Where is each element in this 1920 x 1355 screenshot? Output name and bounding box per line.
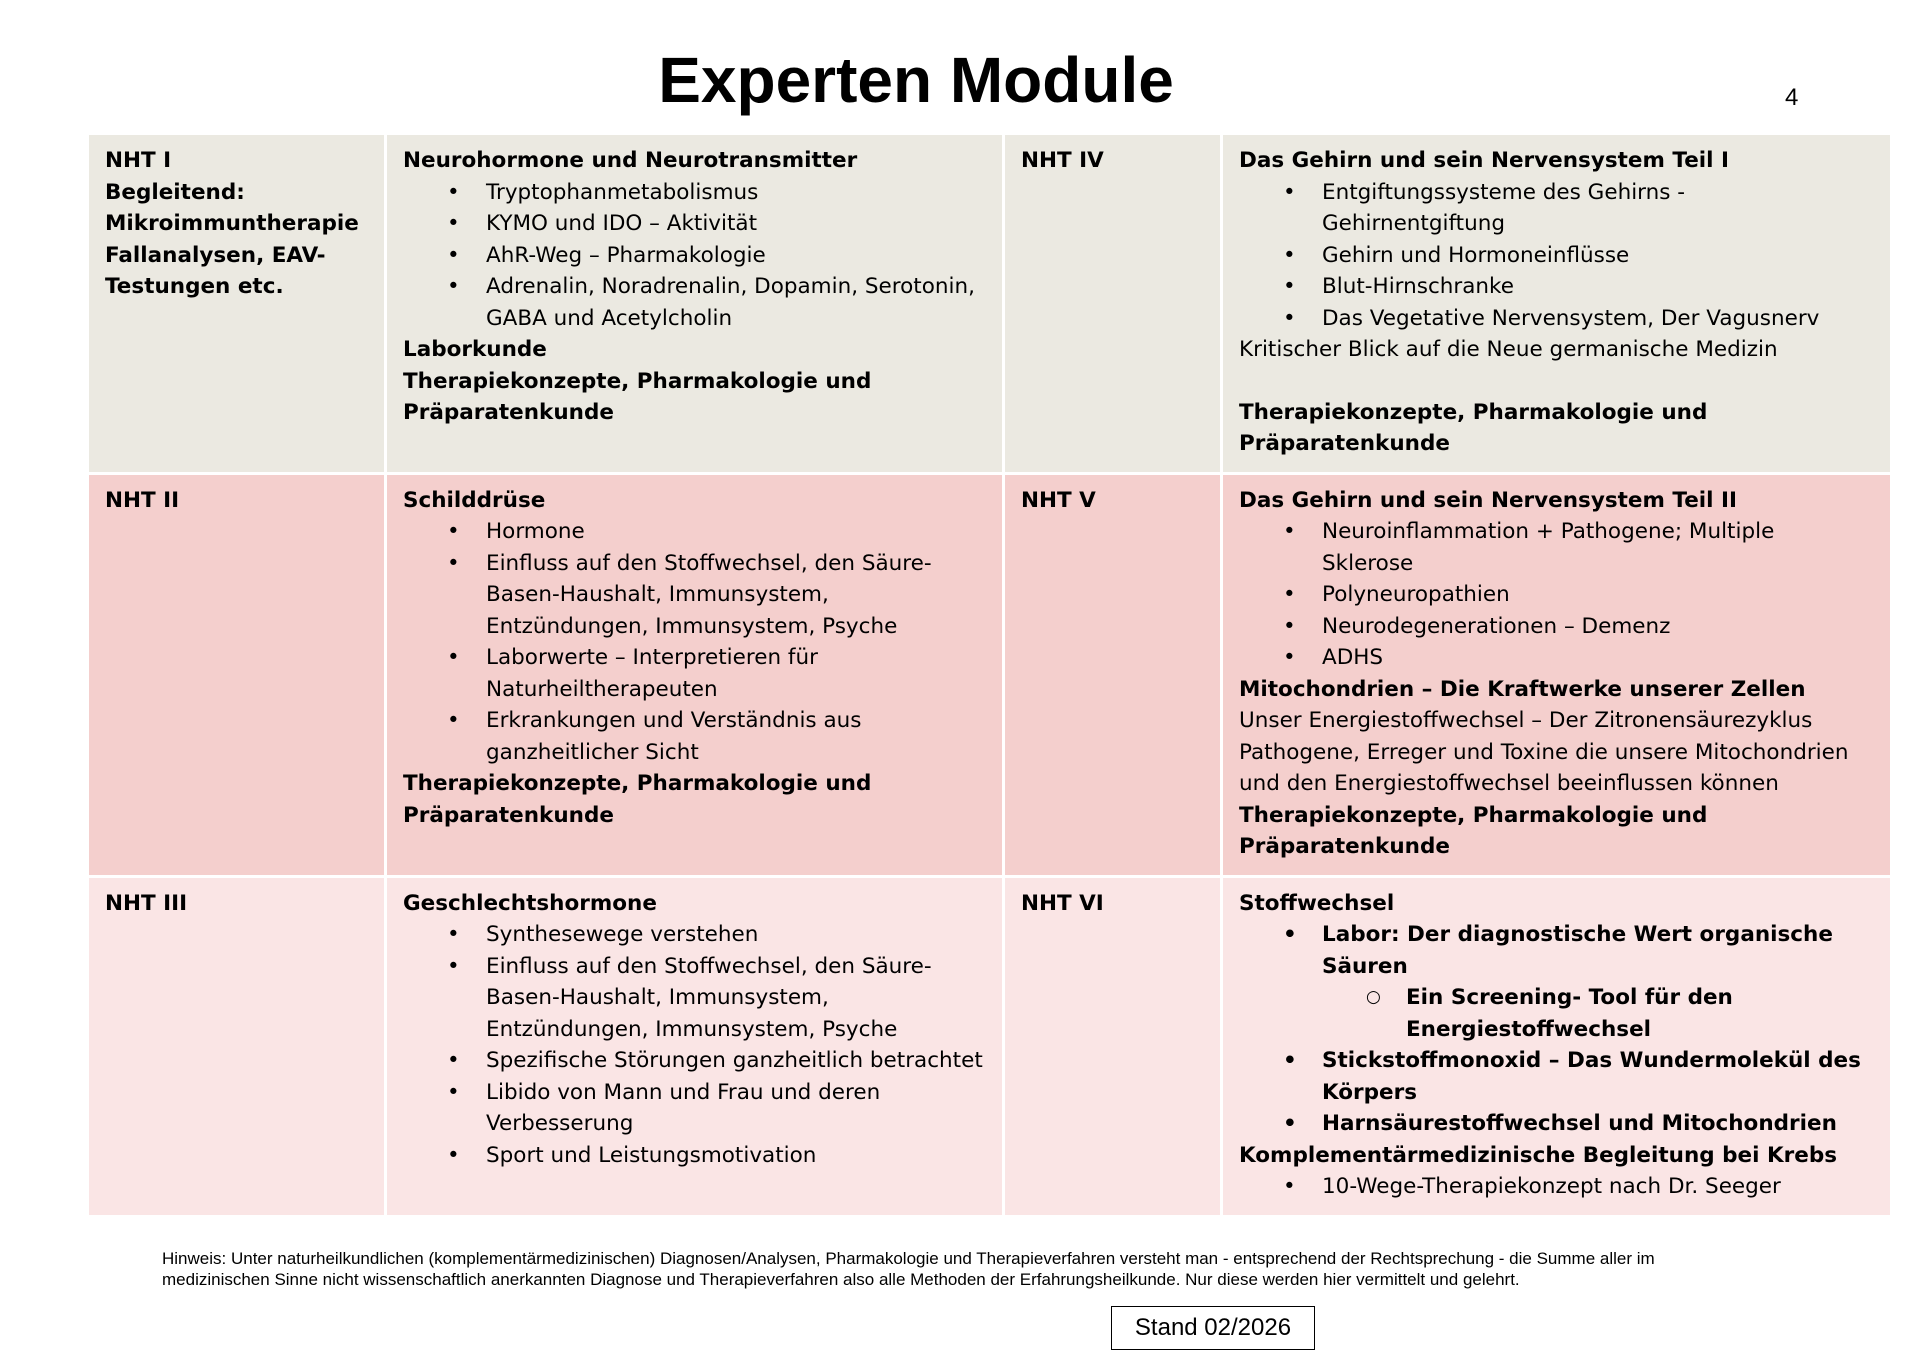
spacer — [1239, 366, 1878, 397]
bullet-item: • Laborwerte – Interpretieren für — [403, 642, 990, 674]
bullet-continuation: Entzündungen, Immunsystem, Psyche — [486, 613, 898, 639]
topic-heading: Therapiekonzepte, Pharmakologie und — [1239, 399, 1708, 425]
bullet-continuation: Gehirnentgiftung — [1322, 211, 1506, 236]
bullet-item: • Neuroinflammation + Pathogene; Multiple — [1239, 516, 1878, 548]
bullet-item: • Libido von Mann und Frau und deren — [403, 1077, 990, 1109]
modules-table — [86, 132, 1893, 1218]
module-code: NHT III — [105, 890, 188, 916]
bullet-continuation: GABA und Acetylcholin — [486, 305, 733, 331]
bullet-continuation: Naturheiltherapeuten — [486, 676, 718, 702]
stand-label: Stand 02/2026 — [1134, 1314, 1292, 1341]
topic-heading: Schilddrüse — [403, 487, 546, 513]
bullet-item: • Einfluss auf den Stoffwechsel, den Säure- — [403, 951, 990, 983]
bullet-item: • Spezifische Störungen ganzheitlich betrachtet — [403, 1045, 990, 1077]
module-content-cell — [1222, 876, 1892, 1216]
bullet-item: • Erkrankungen und Verständnis aus — [403, 705, 990, 737]
bullet-item: • Hormone — [403, 516, 990, 548]
topic-heading: Präparatenkunde — [403, 802, 614, 828]
bullet-item: • Einfluss auf den Stoffwechsel, den Säure- — [403, 548, 990, 580]
bullet-item: • KYMO und IDO – Aktivität — [403, 208, 990, 240]
module-code: NHT VI — [1021, 890, 1104, 916]
module-code-cell — [88, 876, 386, 1216]
module-code: NHT II — [105, 487, 180, 513]
bullet-item: • Harnsäurestoffwechsel und Mitochondrien — [1239, 1108, 1878, 1140]
bullet-continuation: Sklerose — [1322, 550, 1414, 576]
bullet-item: • Adrenalin, Noradrenalin, Dopamin, Serotonin, — [403, 271, 990, 303]
module-code: NHT I — [105, 148, 172, 173]
topic-heading: Laborkunde — [403, 337, 547, 362]
bullet-item: • Stickstoffmonoxid – Das Wundermolekül des — [1239, 1045, 1878, 1077]
page-title: Experten Module — [658, 44, 1174, 116]
bullet-continuation: Basen-Haushalt, Immunsystem, — [486, 985, 829, 1010]
module-subtitle-line: Fallanalysen, EAV- — [105, 242, 326, 268]
module-row — [88, 134, 1892, 474]
module-code-cell — [88, 134, 386, 474]
bullet-item: • Das Vegetative Nervensystem, Der Vagusnerv — [1239, 303, 1878, 335]
module-subtitle-line: Begleitend: — [105, 179, 245, 205]
module-content-cell — [1222, 134, 1892, 474]
bullet-item: • Blut-Hirnschranke — [1239, 271, 1878, 303]
bullet-item: • Sport und Leistungsmotivation — [403, 1140, 990, 1172]
module-code-cell — [1004, 876, 1222, 1216]
bullet-item: • AhR-Weg – Pharmakologie — [403, 240, 990, 272]
sub-bullet-continuation: Energiestoffwechsel — [1406, 1016, 1652, 1042]
module-code-cell — [1004, 473, 1222, 876]
bullet-continuation: Verbesserung — [486, 1111, 634, 1136]
page-number: 4 — [1785, 84, 1799, 111]
topic-heading: Präparatenkunde — [1239, 431, 1450, 456]
topic-heading: Therapiekonzepte, Pharmakologie und — [403, 368, 872, 394]
bullet-item: • Neurodegenerationen – Demenz — [1239, 611, 1878, 643]
topic-heading: Präparatenkunde — [403, 400, 614, 425]
topic-heading: Das Gehirn und sein Nervensystem Teil I — [1239, 148, 1730, 173]
bullet-continuation: ganzheitlicher Sicht — [486, 739, 699, 765]
stand-box — [1111, 1306, 1315, 1350]
bullet-item: • ADHS — [1239, 642, 1878, 674]
bullet-item: • Gehirn und Hormoneinflüsse — [1239, 240, 1878, 272]
topic-text: Unser Energiestoffwechsel – Der Zitronensäurezyklus — [1239, 708, 1813, 733]
footer-note-line: medizinischen Sinne nicht wissenschaftlich anerkannten Diagnose und Therapieverfahren also alle Methoden der Erfahrungsheilkunde. Nur diese werden hier vermittelt und gelehrt. — [162, 1270, 1520, 1289]
topic-heading: Neurohormone und Neurotransmitter — [403, 148, 858, 173]
module-code: NHT V — [1021, 487, 1096, 513]
bullet-item: • Tryptophanmetabolismus — [403, 177, 990, 209]
module-row — [88, 473, 1892, 876]
module-code-cell — [1004, 134, 1222, 474]
topic-heading: Therapiekonzepte, Pharmakologie und — [403, 771, 872, 796]
module-code: NHT IV — [1021, 148, 1104, 173]
topic-heading: Geschlechtshormone — [403, 890, 657, 916]
topic-heading: Das Gehirn und sein Nervensystem Teil II — [1239, 487, 1738, 513]
module-content-cell — [386, 473, 1004, 876]
topic-text: Kritischer Blick auf die Neue germanische Medizin — [1239, 337, 1778, 362]
footer-note-line: Hinweis: Unter naturheilkundlichen (komplementärmedizinischen) Diagnosen/Analysen, Pharmakologie und Therapieverfahren versteht man - entsprechend der Rechtsprechung - die Summe aller im — [162, 1249, 1655, 1268]
sub-bullet-item: ○ Ein Screening- Tool für den — [1239, 982, 1878, 1014]
topic-text: und den Energiestoffwechsel beeinflussen können — [1239, 771, 1779, 796]
topic-text: Pathogene, Erreger und Toxine die unsere Mitochondrien — [1239, 739, 1849, 765]
module-subtitle-line: Testungen etc. — [105, 274, 284, 299]
module-content-cell — [386, 134, 1004, 474]
module-code-cell — [88, 473, 386, 876]
bullet-continuation: Körpers — [1322, 1079, 1418, 1105]
module-subtitle-line: Mikroimmuntherapie — [105, 211, 359, 236]
bullet-item: • Synthesewege verstehen — [403, 919, 990, 951]
topic-heading: Mitochondrien – Die Kraftwerke unserer Zellen — [1239, 676, 1806, 702]
module-row — [88, 876, 1892, 1216]
bullet-continuation: Säuren — [1322, 953, 1408, 979]
topic-heading: Präparatenkunde — [1239, 834, 1450, 859]
bullet-continuation: Entzündungen, Immunsystem, Psyche — [486, 1016, 898, 1042]
topic-heading: Therapiekonzepte, Pharmakologie und — [1239, 802, 1708, 828]
bullet-item: • Polyneuropathien — [1239, 579, 1878, 611]
bullet-item: • 10-Wege-Therapiekonzept nach Dr. Seeger — [1239, 1171, 1878, 1203]
bullet-continuation: Basen-Haushalt, Immunsystem, — [486, 582, 829, 607]
bullet-item: • Entgiftungssysteme des Gehirns - — [1239, 177, 1878, 209]
module-content-cell — [386, 876, 1004, 1216]
topic-heading: Komplementärmedizinische Begleitung bei Krebs — [1239, 1142, 1838, 1168]
footer-note — [162, 1248, 1802, 1290]
bullet-item: • Labor: Der diagnostische Wert organische — [1239, 919, 1878, 951]
topic-heading: Stoffwechsel — [1239, 890, 1395, 916]
module-content-cell — [1222, 473, 1892, 876]
